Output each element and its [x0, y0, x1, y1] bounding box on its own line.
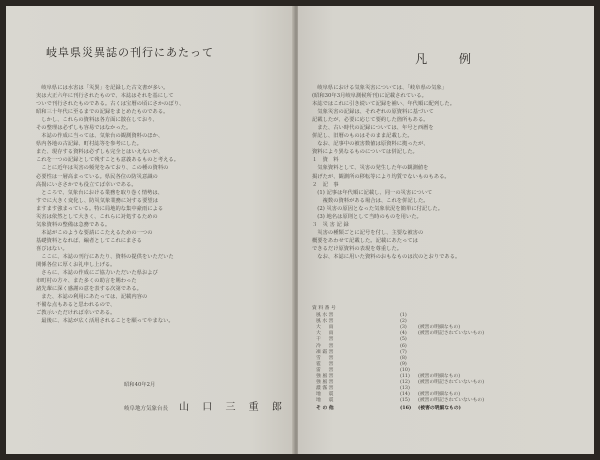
preface-line: 岐阜県には水害は「災異」を記録した古文書が多い。	[36, 85, 169, 91]
notes-line: 併記し、旧暦のものはそのまま記載した。	[312, 133, 413, 140]
notes-line: ２ 記 事	[312, 181, 339, 188]
preface-line: ここに、本誌の刊行にあたり、資料の提供をいただいた	[36, 253, 174, 260]
preface-line: 諸先輩に深く感謝の意を表する次第である。	[36, 286, 142, 293]
preface-line: 本誌の作成に当っては、気象台の観測資料のほか、	[36, 133, 164, 140]
notes-line: 本誌ではこれに引き続いて記録を補い、年代順に配列した。	[312, 101, 456, 108]
notes-line: (2) 災害の原因となった気象状況を簡単に付記した。	[312, 205, 444, 212]
preface-line: 基礎資料となれば、編者としてこれにまさる	[36, 237, 142, 244]
table-rows	[312, 313, 584, 411]
disaster-type: 大 雨	[316, 325, 334, 331]
source-note: (被害の明記されていないもの)	[418, 331, 485, 337]
source-number: (13)	[400, 386, 410, 392]
notes-line: 資料により異なるものについては併記した。	[312, 149, 418, 156]
right-page	[298, 6, 594, 454]
notes-line: 複数の資料がある場合は、これを併記した。	[312, 197, 429, 204]
preface-line: 最後に、本誌が広く活用されることを願ってやまない。	[36, 318, 174, 325]
notes-line: できるだけ原資料の表現を尊重した。	[312, 245, 403, 252]
source-number: (1)	[400, 313, 407, 319]
source-number: (3)	[400, 325, 407, 331]
preface-line: また、現存する資料は必ずしも完全とはいえないが、	[36, 149, 164, 156]
notes-line: 災害の種類ごとに記号を付し、主要な被害の	[312, 229, 424, 236]
disaster-type: 大 雨	[316, 331, 334, 337]
signature-org: 岐阜地方気象台長	[124, 406, 169, 412]
notes-line: 記載したが、必要に応じて要約した箇所もある。	[312, 117, 429, 124]
notes-line: なお、本誌に用いた資料のおもなものは次のとおりである。	[312, 253, 461, 260]
source-number: (16)	[400, 404, 412, 411]
source-number: (11)	[400, 374, 410, 380]
disaster-type: 地 震	[316, 398, 334, 404]
source-note: (被害の明細なもの)	[418, 404, 461, 411]
preface-line: しかし、これらの資料は各方面に散在しており、	[36, 117, 158, 124]
notes-line: 掲げたが、観測所の移転等により均質でないものもある。	[312, 173, 450, 180]
notes-line: ３ 災 害 記 録	[312, 221, 349, 228]
preface-line: ことに近年は災害の頻発をみており、この種の資料の	[36, 165, 169, 172]
notes-line: (昭和30年3月岐阜測候所刊)に記載されている。	[312, 93, 427, 100]
preface-title: 岐阜県災異誌の刊行にあたって	[46, 46, 214, 59]
notes-line: 気象資料として、災害の発生した年の観測値を	[312, 165, 429, 172]
preface-line: 喜びはない。	[36, 245, 68, 252]
preface-line: さらに、本誌の作成にご協力いただいた県および	[36, 270, 158, 277]
table-row	[312, 405, 584, 411]
disaster-type: 強 風 害	[316, 380, 334, 386]
source-number: (7)	[400, 349, 407, 355]
notes-line: 気象災害の記録は、それぞれの原資料に基づいて	[312, 109, 434, 116]
notes-body	[312, 84, 584, 261]
notes-line: 岐阜県における気象災害については、「岐阜県の気象」	[312, 85, 447, 91]
disaster-type: 干 害	[316, 337, 334, 343]
disaster-type: 雷 害	[316, 367, 334, 373]
notes-line: (3) 地名は原則として当時のものを用いた。	[312, 213, 422, 220]
preface-line: 災害は依然として大きく、これらに対処するための	[36, 213, 158, 220]
preface-line: 実は大正六年に刊行されたもので、本誌はそれを基にして	[36, 93, 174, 100]
preface-line: ついで刊行されたものである。古くは宝暦の頃にさかのぼり、	[36, 101, 185, 108]
preface-line: 不備な点もあると思われるので、	[36, 302, 116, 309]
disaster-type: 冷 害	[316, 343, 334, 349]
notes-line: なお、記事中の被害数値は原資料に拠ったが、	[312, 141, 429, 148]
disaster-type: 地 震	[316, 392, 334, 398]
preface-line: その整理は必ずしも容易ではなかった。	[36, 125, 132, 132]
source-number: (12)	[400, 380, 410, 386]
source-number: (15)	[400, 398, 410, 404]
preface-line: 本誌がこのような要請にこたえるための一つの	[36, 229, 153, 236]
source-number: (5)	[400, 337, 407, 343]
notes-line: また、古い時代の記録については、年号と西暦を	[312, 125, 434, 132]
preface-line: 高揚にいささかでも役立てば幸いである。	[36, 181, 137, 188]
preface-line: 市町村の方々、また多くの助言を賜わった	[36, 278, 137, 285]
source-note: (被害の明記されていないもの)	[418, 380, 485, 386]
source-number: (8)	[400, 355, 407, 361]
preface-line: 関係各位に厚くお礼申し上げる。	[36, 262, 116, 269]
preface-line: ますます強まっている。特に局地的な集中豪雨による	[36, 205, 164, 212]
preface-line: ところで、気象台における業務を取り巻く情勢は、	[36, 189, 163, 196]
preface-line: 必要性は一層高まっている。県民各位の防災意識の	[36, 173, 158, 180]
preface-signature	[124, 395, 287, 414]
source-note: (被害の明細なもの)	[418, 325, 461, 331]
signature-name: 山 口 三 重 郎	[179, 402, 287, 413]
disaster-type: 雹 害	[316, 361, 334, 367]
source-number: (9)	[400, 361, 407, 367]
notes-line: (1) 記事は年代順に記載し、同一の災害について	[312, 189, 433, 196]
source-number: (2)	[400, 319, 407, 325]
disaster-type: 風 水 害	[316, 319, 334, 325]
disaster-type: 凍 霜 害	[316, 349, 334, 355]
source-number: (10)	[400, 367, 410, 373]
notes-title: 凡 例	[415, 52, 485, 66]
notes-line: 概要をあわせて記載した。記載にあたっては	[312, 237, 418, 244]
preface-line: また、本誌の利用にあたっては、記載内容の	[36, 294, 148, 301]
preface-line: すでに大きく変化し、防災気象業務に対する要望は	[36, 197, 158, 204]
source-note: (被害の明細なもの)	[418, 374, 461, 380]
source-number: (6)	[400, 343, 407, 349]
notes-line: １ 資 料	[312, 157, 339, 164]
preface-date: 昭和40年2月	[124, 382, 156, 388]
disaster-type: 濃 霧 害	[316, 386, 334, 392]
preface-line: 県内各地の古記録、町村誌等を参考にした。	[36, 141, 142, 148]
source-table	[312, 306, 584, 411]
source-note: (被害の明細なもの)	[418, 392, 461, 398]
preface-line: ご教示いただければ幸いである。	[36, 310, 116, 317]
source-number: (4)	[400, 331, 407, 337]
disaster-type: 風 水 害	[316, 313, 334, 319]
preface-line: 気象資料の整備は急務である。	[36, 221, 111, 228]
disaster-type: 雪 害	[316, 355, 334, 361]
left-page	[6, 6, 294, 454]
source-number: (14)	[400, 392, 410, 398]
table-caption: 資 料 番 号	[312, 306, 336, 311]
preface-line: これを一つの記録として残すことも意義あるものと考える。	[36, 157, 180, 164]
source-note: (被害の明記されていないもの)	[418, 398, 485, 404]
disaster-type: 強 風 害	[316, 374, 334, 380]
disaster-type: そ の 他	[316, 404, 334, 411]
preface-body	[36, 84, 280, 325]
preface-line: 昭和三十年代に至るまでの記録をまとめたものである。	[36, 109, 169, 116]
